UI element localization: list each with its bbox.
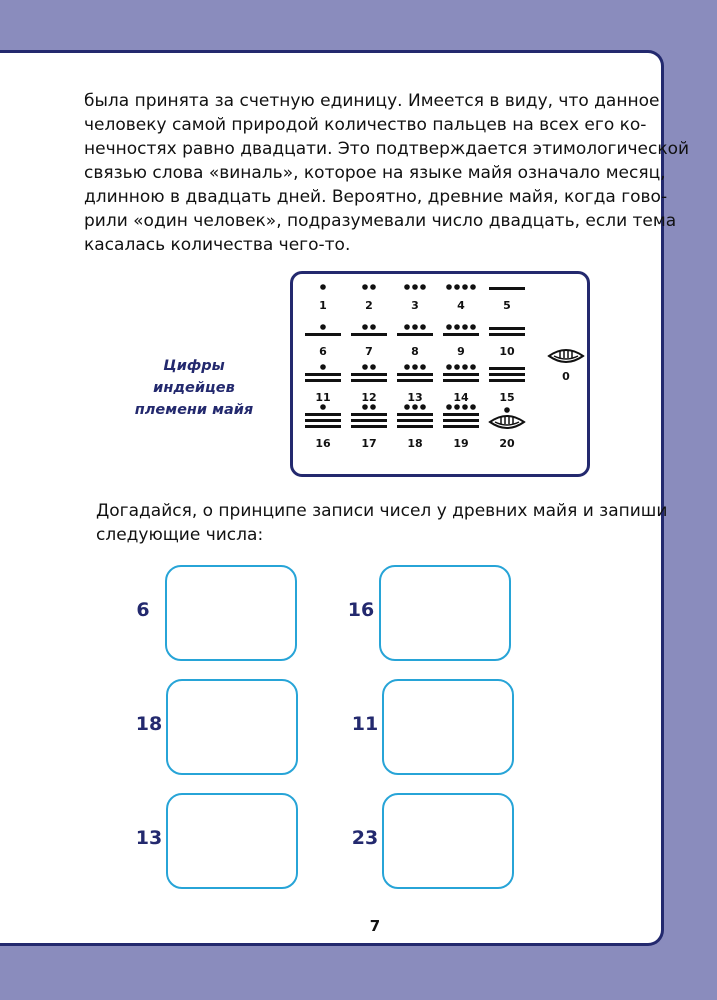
maya-bar bbox=[351, 333, 387, 336]
maya-numeral-glyph bbox=[303, 350, 343, 384]
maya-dot bbox=[362, 324, 368, 330]
maya-numeral-label: 18 bbox=[407, 437, 423, 450]
maya-bar bbox=[397, 373, 433, 376]
maya-numeral-glyph bbox=[395, 258, 435, 292]
maya-numeral-label: 1 bbox=[319, 299, 327, 312]
figure-caption bbox=[124, 355, 264, 421]
maya-dot bbox=[462, 284, 468, 290]
maya-dot bbox=[404, 284, 410, 290]
shell-zero-icon bbox=[490, 416, 524, 428]
maya-numeral-glyph bbox=[487, 350, 527, 384]
maya-bar bbox=[351, 413, 387, 416]
exercise-number-label: 18 bbox=[135, 713, 163, 735]
maya-dot bbox=[404, 404, 410, 410]
maya-dot bbox=[454, 364, 460, 370]
maya-numeral-label: 5 bbox=[503, 299, 511, 312]
maya-bar bbox=[305, 333, 341, 336]
maya-dot bbox=[320, 404, 326, 410]
maya-dot bbox=[370, 324, 376, 330]
maya-bar bbox=[305, 419, 341, 422]
maya-numeral-glyph bbox=[395, 396, 435, 430]
maya-numeral-glyph bbox=[487, 304, 527, 338]
text-line: Догадайся, о принципе записи чисел у древних майя и запиши bbox=[96, 501, 668, 521]
maya-dot bbox=[462, 404, 468, 410]
maya-bar bbox=[397, 425, 433, 428]
maya-bar bbox=[397, 413, 433, 416]
maya-numeral-glyph bbox=[441, 350, 481, 384]
maya-dot bbox=[404, 364, 410, 370]
maya-numeral-label: 3 bbox=[411, 299, 419, 312]
maya-dot bbox=[454, 324, 460, 330]
intro-paragraph bbox=[84, 89, 690, 257]
text-line: рили «один человек», подразумевали число двадцать, если тема bbox=[84, 211, 677, 231]
maya-numeral-label: 17 bbox=[361, 437, 377, 450]
answer-box[interactable] bbox=[166, 793, 298, 889]
maya-numeral-label: 8 bbox=[411, 345, 419, 358]
maya-dot bbox=[362, 284, 368, 290]
maya-numeral-glyph bbox=[395, 304, 435, 338]
maya-numerals-table bbox=[290, 271, 590, 477]
maya-dot bbox=[362, 404, 368, 410]
shell-zero-icon bbox=[549, 350, 583, 362]
maya-dot bbox=[470, 284, 476, 290]
answer-box[interactable] bbox=[382, 679, 514, 775]
maya-bar bbox=[489, 327, 525, 330]
maya-dot bbox=[470, 404, 476, 410]
exercise-number-label: 6 bbox=[136, 599, 150, 621]
maya-dot bbox=[320, 364, 326, 370]
text-line: следующие числа: bbox=[96, 525, 264, 545]
maya-bar bbox=[351, 373, 387, 376]
maya-dot bbox=[454, 404, 460, 410]
maya-numeral-label: 6 bbox=[319, 345, 327, 358]
maya-numeral-label: 10 bbox=[499, 345, 515, 358]
maya-bar bbox=[489, 379, 525, 382]
maya-bar bbox=[305, 413, 341, 416]
maya-numeral-glyph bbox=[303, 396, 343, 430]
maya-numeral-label: 11 bbox=[315, 391, 331, 404]
maya-dot bbox=[446, 404, 452, 410]
text-line: нечностях равно двадцати. Это подтверждается этимологической bbox=[84, 139, 690, 159]
maya-numeral-glyph bbox=[487, 258, 527, 292]
maya-bar bbox=[351, 419, 387, 422]
maya-numeral-label: 16 bbox=[315, 437, 331, 450]
maya-numeral-label: 13 bbox=[407, 391, 423, 404]
maya-bar bbox=[489, 287, 525, 290]
maya-numeral-label: 12 bbox=[361, 391, 377, 404]
maya-dot bbox=[370, 364, 376, 370]
maya-bar bbox=[305, 373, 341, 376]
maya-bar bbox=[443, 333, 479, 336]
maya-bar bbox=[489, 367, 525, 370]
maya-numeral-label: 14 bbox=[453, 391, 469, 404]
maya-bar bbox=[397, 333, 433, 336]
maya-dot bbox=[504, 407, 510, 413]
maya-dot bbox=[420, 364, 426, 370]
page-number: 7 bbox=[369, 917, 381, 935]
maya-numeral-label: 15 bbox=[499, 391, 515, 404]
maya-bar bbox=[443, 419, 479, 422]
maya-bar bbox=[351, 379, 387, 382]
maya-numeral-glyph bbox=[546, 330, 586, 364]
maya-numeral-glyph bbox=[487, 396, 527, 430]
caption-line: Цифры индейцев bbox=[153, 358, 235, 396]
maya-bar bbox=[397, 419, 433, 422]
maya-numeral-glyph bbox=[349, 258, 389, 292]
book-page bbox=[0, 50, 690, 946]
maya-dot bbox=[412, 404, 418, 410]
maya-numeral-glyph bbox=[303, 304, 343, 338]
exercise-number-label: 16 bbox=[347, 599, 375, 621]
maya-dot bbox=[462, 324, 468, 330]
maya-numeral-label: 2 bbox=[365, 299, 373, 312]
maya-dot bbox=[420, 284, 426, 290]
maya-bar bbox=[489, 333, 525, 336]
maya-dot bbox=[470, 324, 476, 330]
maya-dot bbox=[462, 364, 468, 370]
maya-dot bbox=[470, 364, 476, 370]
answer-box[interactable] bbox=[382, 793, 514, 889]
maya-dot bbox=[412, 324, 418, 330]
maya-bar bbox=[489, 373, 525, 376]
maya-dot bbox=[420, 324, 426, 330]
text-line: человеку самой природой количество пальцев на всех его ко- bbox=[84, 115, 647, 135]
maya-numeral-label: 0 bbox=[562, 370, 570, 383]
text-line: была принята за счетную единицу. Имеется в виду, что данное bbox=[84, 91, 660, 111]
maya-numeral-glyph bbox=[441, 396, 481, 430]
maya-numeral-glyph bbox=[395, 350, 435, 384]
maya-bar bbox=[443, 373, 479, 376]
maya-bar bbox=[443, 379, 479, 382]
maya-bar bbox=[443, 425, 479, 428]
maya-dot bbox=[412, 364, 418, 370]
maya-dot bbox=[446, 284, 452, 290]
answer-box[interactable] bbox=[166, 679, 298, 775]
maya-dot bbox=[404, 324, 410, 330]
maya-bar bbox=[351, 425, 387, 428]
maya-dot bbox=[370, 284, 376, 290]
maya-dot bbox=[446, 364, 452, 370]
maya-dot bbox=[320, 324, 326, 330]
text-line: связью слова «виналь», которое на языке майя означало месяц, bbox=[84, 163, 666, 183]
maya-numeral-glyph bbox=[349, 396, 389, 430]
maya-numeral-label: 4 bbox=[457, 299, 465, 312]
answer-box[interactable] bbox=[379, 565, 511, 661]
maya-dot bbox=[320, 284, 326, 290]
maya-dot bbox=[454, 284, 460, 290]
maya-bar bbox=[305, 425, 341, 428]
maya-numeral-label: 9 bbox=[457, 345, 465, 358]
maya-numeral-glyph bbox=[303, 258, 343, 292]
maya-numeral-label: 7 bbox=[365, 345, 373, 358]
maya-dot bbox=[370, 404, 376, 410]
maya-dot bbox=[420, 404, 426, 410]
maya-numeral-label: 20 bbox=[499, 437, 515, 450]
text-line: длинною в двадцать дней. Вероятно, древние майя, когда гово- bbox=[84, 187, 668, 207]
maya-numeral-glyph bbox=[441, 304, 481, 338]
task-paragraph bbox=[84, 499, 668, 547]
maya-numeral-glyph bbox=[349, 350, 389, 384]
maya-numeral-glyph bbox=[441, 258, 481, 292]
caption-line: племени майя bbox=[134, 402, 254, 418]
exercise-number-label: 11 bbox=[351, 713, 379, 735]
exercise-number-label: 13 bbox=[135, 827, 163, 849]
maya-dot bbox=[446, 324, 452, 330]
maya-dot bbox=[412, 284, 418, 290]
text-line: касалась количества чего-то. bbox=[84, 235, 351, 255]
maya-bar bbox=[397, 379, 433, 382]
maya-numeral-label: 19 bbox=[453, 437, 469, 450]
answer-box[interactable] bbox=[165, 565, 297, 661]
maya-bar bbox=[443, 413, 479, 416]
maya-bar bbox=[305, 379, 341, 382]
maya-numeral-glyph bbox=[349, 304, 389, 338]
exercise-number-label: 23 bbox=[351, 827, 379, 849]
maya-dot bbox=[362, 364, 368, 370]
